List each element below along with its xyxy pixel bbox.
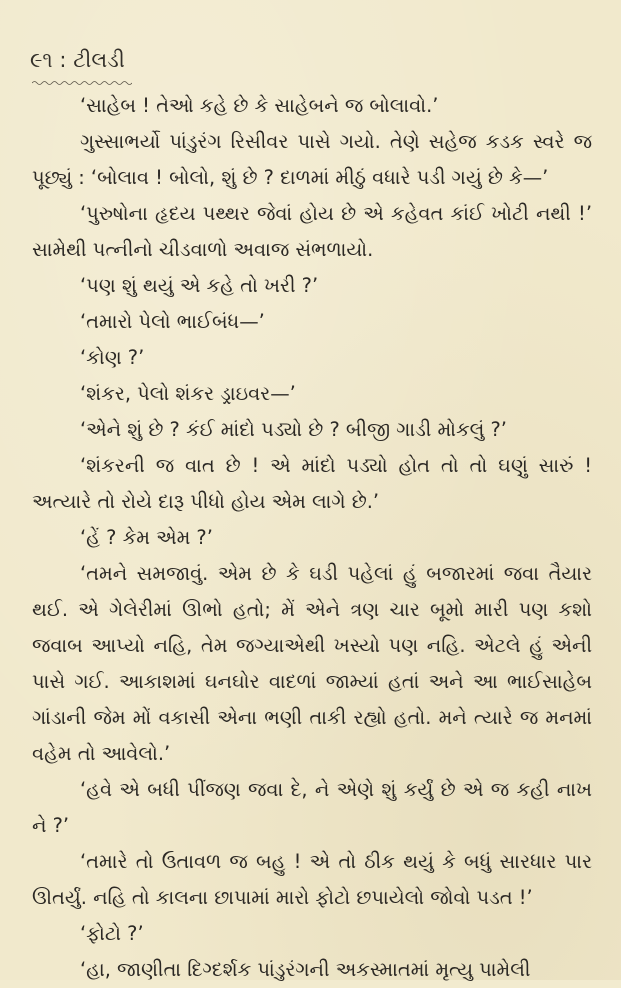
paragraph: ‘પણ શું થયું એ કહે તો ખરી ?’ [80, 274, 319, 297]
paragraph: ‘તમારે તો ઉતાવળ જ બહુ ! એ તો ઠીક થયું કે બધું સારધાર પાર ઊતર્યું. નહિ તો કાલના છાપામાં મારો ફોટો છપાયેલો જોવો પડત !’ [32, 850, 592, 909]
body-text [32, 88, 592, 988]
paragraph: ‘હવે એ બધી પીંજણ જવા દે, ને એણે શું કર્યું છે એ જ કહી નાખ ને ?’ [32, 778, 592, 837]
paragraph: ‘કોણ ?’ [80, 346, 145, 369]
page-number: ૯૧ [30, 48, 53, 72]
paragraph: ‘હેં ? કેમ એમ ?’ [80, 526, 213, 549]
paragraph: ‘તમને સમજાવું. એમ છે કે ઘડી પહેલાં હું બજારમાં જવા તૈયાર થઈ. એ ગેલેરીમાં ઊભો હતો; મેં એને ત્રણ ચાર બૂમો મારી પણ કશો જવાબ આપ્યો નહિ, તેમ જગ્યાએથી ખસ્યો પણ નહિ. એટલે હું એની પાસે ગઈ. આકાશમાં ઘનઘોર વાદળાં જામ્યાં હતાં અને આ ભાઈસાહેબ ગાંડાની જેમ મોં વકાસી એના ભણી તાકી રહ્યો હતો. મને ત્યારે જ મનમાં વહેમ તો આવેલો.’ [32, 562, 592, 765]
paragraph: ‘એને શું છે ? કંઈ માંદો પડ્યો છે ? બીજી ગાડી મોકલું ?’ [80, 418, 507, 441]
header-underline [32, 80, 132, 86]
chapter-title: ટીલડી [73, 48, 125, 72]
paragraph: ‘પુરુષોના હૃદય પથ્થર જેવાં હોય છે એ કહેવત કાંઈ ખોટી નથી !’ સામેથી પત્નીનો ચીડવાળો અવાજ સંભળાયો. [32, 202, 592, 261]
header-separator: : [59, 48, 67, 72]
paragraph: ‘ફોટો ?’ [80, 922, 144, 945]
paragraph: ‘શંકર, પેલો શંકર ડ્રાઇવર—’ [80, 382, 296, 405]
paragraph: ‘શંકરની જ વાત છે ! એ માંદો પડ્યો હોત તો તો ઘણું સારું ! અત્યારે તો રોયે દારૂ પીધો હોય એમ લાગે છે.’ [32, 454, 592, 513]
paragraph: ‘તમારો પેલો ભાઈબંધ—’ [80, 310, 265, 333]
page-header [30, 48, 125, 73]
paragraph: ગુસ્સાભર્યો પાંડુરંગ રિસીવર પાસે ગયો. તેણે સહેજ કડક સ્વરે જ પૂછ્યું : ‘બોલાવ ! બોલો, શું છે ? દાળમાં મીઠું વધારે પડી ગયું છે કે—’ [32, 130, 592, 189]
page-header-block [30, 48, 125, 73]
paragraph: ‘હા, જાણીતા દિગ્દર્શક પાંડુરંગની અકસ્માતમાં મૃત્યુ પામેલી [80, 958, 531, 981]
paragraph: ‘સાહેબ ! તેઓ કહે છે કે સાહેબને જ બોલાવો.’ [80, 94, 439, 117]
